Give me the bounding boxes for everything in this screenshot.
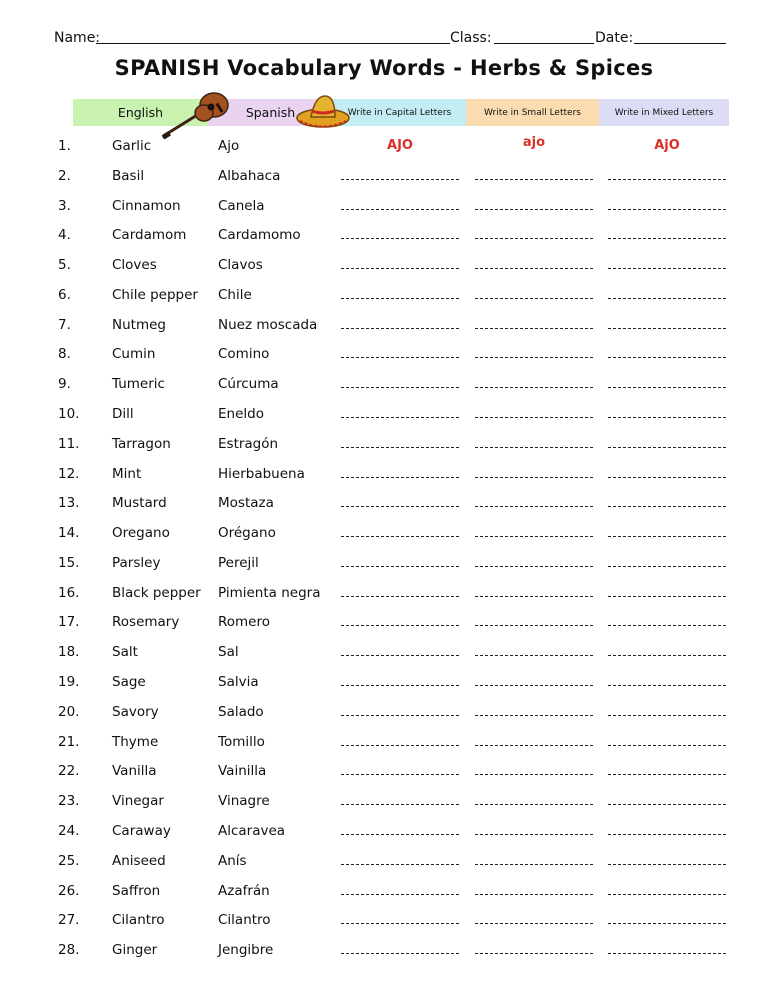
worksheet-title: SPANISH Vocabulary Words - Herbs & Spices xyxy=(114,56,654,80)
date-label: Date: xyxy=(595,30,634,46)
spanish-word: Cúrcuma xyxy=(218,376,279,393)
capital-answer-line[interactable] xyxy=(341,238,459,239)
spanish-word: Cardamomo xyxy=(218,227,301,244)
mixed-answer-line[interactable] xyxy=(608,923,726,924)
row-number: 7. xyxy=(58,316,71,333)
english-word: Oregano xyxy=(112,525,170,542)
mixed-answer-line[interactable] xyxy=(608,357,726,358)
spanish-word: Albahaca xyxy=(218,167,281,184)
vocab-row xyxy=(0,701,768,723)
small-answer-line[interactable] xyxy=(475,268,593,269)
row-number: 6. xyxy=(58,286,71,303)
spanish-word: Clavos xyxy=(218,257,263,274)
vocab-row xyxy=(0,343,768,365)
spanish-word: Ajo xyxy=(218,138,240,154)
small-answer-line[interactable] xyxy=(475,566,593,567)
capital-answer-line[interactable] xyxy=(341,179,459,180)
english-word: Vanilla xyxy=(112,763,157,780)
small-answer-line[interactable] xyxy=(475,506,593,507)
vocab-row xyxy=(0,314,768,336)
capital-answer-line[interactable] xyxy=(341,715,459,716)
vocab-row xyxy=(0,582,768,604)
english-word: Rosemary xyxy=(112,614,180,631)
vocab-row xyxy=(0,373,768,395)
small-answer-line[interactable] xyxy=(475,804,593,805)
capital-answer-line[interactable] xyxy=(341,566,459,567)
name-label: Name: xyxy=(54,30,101,46)
row-number: 13. xyxy=(58,495,80,512)
spanish-word: Anís xyxy=(218,852,247,869)
vocab-row xyxy=(0,880,768,902)
english-word: Cilantro xyxy=(112,912,165,929)
row-number: 11. xyxy=(58,435,80,452)
column-header-spanish: Spanish xyxy=(208,99,333,126)
english-word: Mint xyxy=(112,465,142,482)
spanish-word: Nuez moscada xyxy=(218,316,318,333)
small-answer-line[interactable] xyxy=(475,596,593,597)
capital-answer-line[interactable] xyxy=(341,447,459,448)
english-word: Vinegar xyxy=(112,793,164,810)
small-answer-line[interactable] xyxy=(475,774,593,775)
spanish-word: Canela xyxy=(218,197,265,214)
capital-answer-line[interactable] xyxy=(341,804,459,805)
spanish-word: Pimienta negra xyxy=(218,584,321,601)
row-number: 20. xyxy=(58,703,80,720)
row-number: 3. xyxy=(58,197,71,214)
vocab-row xyxy=(0,254,768,276)
vocab-row xyxy=(0,641,768,663)
mixed-answer-line[interactable] xyxy=(608,268,726,269)
row-number: 16. xyxy=(58,584,80,601)
row-number: 18. xyxy=(58,644,80,661)
capital-answer-line[interactable] xyxy=(341,685,459,686)
small-answer-line[interactable] xyxy=(475,447,593,448)
small-answer-line[interactable] xyxy=(475,715,593,716)
small-answer-line[interactable] xyxy=(475,179,593,180)
mixed-answer-line[interactable] xyxy=(608,477,726,478)
vocab-row xyxy=(0,195,768,217)
english-word: Basil xyxy=(112,167,145,184)
example-capital: AJO xyxy=(387,138,413,153)
spanish-word: Chile xyxy=(218,286,252,303)
english-word: Sage xyxy=(112,674,146,691)
vocab-row xyxy=(0,284,768,306)
small-answer-line[interactable] xyxy=(475,298,593,299)
capital-answer-line[interactable] xyxy=(341,774,459,775)
vocab-row xyxy=(0,403,768,425)
small-answer-line[interactable] xyxy=(475,745,593,746)
row-number: 4. xyxy=(58,227,71,244)
small-answer-line[interactable] xyxy=(475,417,593,418)
mixed-answer-line[interactable] xyxy=(608,715,726,716)
spanish-word: Jengibre xyxy=(218,942,274,959)
row-number: 5. xyxy=(58,257,71,274)
small-answer-line[interactable] xyxy=(475,387,593,388)
vocab-row xyxy=(0,671,768,693)
spanish-word: Comino xyxy=(218,346,270,363)
row-number: 24. xyxy=(58,822,80,839)
mixed-answer-line[interactable] xyxy=(608,506,726,507)
small-answer-line[interactable] xyxy=(475,357,593,358)
capital-answer-line[interactable] xyxy=(341,923,459,924)
row-number: 22. xyxy=(58,763,80,780)
spanish-word: Vainilla xyxy=(218,763,267,780)
small-answer-line[interactable] xyxy=(475,238,593,239)
example-small: ajo xyxy=(522,135,546,150)
capital-answer-line[interactable] xyxy=(341,953,459,954)
mixed-answer-line[interactable] xyxy=(608,894,726,895)
small-answer-line[interactable] xyxy=(475,625,593,626)
row-number: 28. xyxy=(58,942,80,959)
english-word: Ginger xyxy=(112,942,158,959)
spanish-word: Azafrán xyxy=(218,882,270,899)
row-number: 2. xyxy=(58,167,71,184)
mixed-answer-line[interactable] xyxy=(608,685,726,686)
english-word: Thyme xyxy=(112,733,159,750)
capital-answer-line[interactable] xyxy=(341,625,459,626)
row-number: 23. xyxy=(58,793,80,810)
small-answer-line[interactable] xyxy=(475,655,593,656)
row-number: 19. xyxy=(58,674,80,691)
spanish-word: Orégano xyxy=(218,525,276,542)
capital-answer-line[interactable] xyxy=(341,357,459,358)
row-number: 1. xyxy=(58,138,71,154)
spanish-word: Estragón xyxy=(218,435,279,452)
english-word: Mustard xyxy=(112,495,167,512)
small-answer-line[interactable] xyxy=(475,864,593,865)
row-number: 21. xyxy=(58,733,80,750)
mixed-answer-line[interactable] xyxy=(608,596,726,597)
spanish-word: Cilantro xyxy=(218,912,271,929)
row-number: 14. xyxy=(58,525,80,542)
spanish-word: Tomillo xyxy=(218,733,265,750)
date-field[interactable] xyxy=(634,43,726,44)
small-answer-line[interactable] xyxy=(475,834,593,835)
mixed-answer-line[interactable] xyxy=(608,417,726,418)
mixed-answer-line[interactable] xyxy=(608,864,726,865)
english-word: Dill xyxy=(112,406,134,423)
vocab-row xyxy=(0,433,768,455)
small-answer-line[interactable] xyxy=(475,209,593,210)
english-word: Saffron xyxy=(112,882,161,899)
capital-answer-line[interactable] xyxy=(341,745,459,746)
row-number: 17. xyxy=(58,614,80,631)
spanish-word: Salado xyxy=(218,703,264,720)
english-word: Tarragon xyxy=(112,435,171,452)
mixed-answer-line[interactable] xyxy=(608,238,726,239)
capital-answer-line[interactable] xyxy=(341,328,459,329)
mixed-answer-line[interactable] xyxy=(608,804,726,805)
mixed-answer-line[interactable] xyxy=(608,328,726,329)
example-mixed: AjO xyxy=(654,138,680,153)
vocab-row xyxy=(0,731,768,753)
capital-answer-line[interactable] xyxy=(341,894,459,895)
english-word: Caraway xyxy=(112,822,171,839)
capital-answer-line[interactable] xyxy=(341,417,459,418)
english-word: Cinnamon xyxy=(112,197,181,214)
small-answer-line[interactable] xyxy=(475,923,593,924)
vocab-row xyxy=(0,224,768,246)
capital-answer-line[interactable] xyxy=(341,655,459,656)
guitar-icon xyxy=(162,89,232,139)
column-header-capital: Write in Capital Letters xyxy=(333,99,466,126)
english-word: Cumin xyxy=(112,346,156,363)
small-answer-line[interactable] xyxy=(475,953,593,954)
small-answer-line[interactable] xyxy=(475,685,593,686)
row-number: 9. xyxy=(58,376,71,393)
vocab-row xyxy=(0,939,768,961)
english-word: Tumeric xyxy=(112,376,165,393)
english-word: Parsley xyxy=(112,554,161,571)
english-word: Garlic xyxy=(112,138,152,154)
spanish-word: Eneldo xyxy=(218,406,264,423)
vocab-row xyxy=(0,820,768,842)
vocab-row xyxy=(0,463,768,485)
capital-answer-line[interactable] xyxy=(341,596,459,597)
vocab-row xyxy=(0,850,768,872)
spanish-word: Hierbabuena xyxy=(218,465,305,482)
capital-answer-line[interactable] xyxy=(341,506,459,507)
row-number: 15. xyxy=(58,554,80,571)
capital-answer-line[interactable] xyxy=(341,834,459,835)
class-field[interactable] xyxy=(494,43,594,44)
spanish-word: Salvia xyxy=(218,674,259,691)
mixed-answer-line[interactable] xyxy=(608,209,726,210)
capital-answer-line[interactable] xyxy=(341,209,459,210)
mixed-answer-line[interactable] xyxy=(608,625,726,626)
small-answer-line[interactable] xyxy=(475,894,593,895)
vocab-row xyxy=(0,522,768,544)
name-field[interactable] xyxy=(96,43,450,44)
row-number: 25. xyxy=(58,852,80,869)
english-word: Chile pepper xyxy=(112,286,198,303)
vocab-row xyxy=(0,135,768,157)
english-word: Cardamom xyxy=(112,227,187,244)
row-number: 26. xyxy=(58,882,80,899)
mixed-answer-line[interactable] xyxy=(608,447,726,448)
spanish-word: Mostaza xyxy=(218,495,274,512)
capital-answer-line[interactable] xyxy=(341,536,459,537)
small-answer-line[interactable] xyxy=(475,328,593,329)
mixed-answer-line[interactable] xyxy=(608,536,726,537)
vocab-row xyxy=(0,909,768,931)
column-header-small: Write in Small Letters xyxy=(466,99,599,126)
mixed-answer-line[interactable] xyxy=(608,774,726,775)
mixed-answer-line[interactable] xyxy=(608,298,726,299)
mixed-answer-line[interactable] xyxy=(608,179,726,180)
mixed-answer-line[interactable] xyxy=(608,655,726,656)
small-answer-line[interactable] xyxy=(475,536,593,537)
row-number: 12. xyxy=(58,465,80,482)
vocab-row xyxy=(0,760,768,782)
mixed-answer-line[interactable] xyxy=(608,834,726,835)
mixed-answer-line[interactable] xyxy=(608,566,726,567)
capital-answer-line[interactable] xyxy=(341,268,459,269)
english-word: Black pepper xyxy=(112,584,201,601)
row-number: 10. xyxy=(58,406,80,423)
class-label: Class: xyxy=(450,30,492,46)
small-answer-line[interactable] xyxy=(475,477,593,478)
row-number: 27. xyxy=(58,912,80,929)
english-word: Savory xyxy=(112,703,159,720)
mixed-answer-line[interactable] xyxy=(608,745,726,746)
capital-answer-line[interactable] xyxy=(341,864,459,865)
english-word: Nutmeg xyxy=(112,316,166,333)
spanish-word: Sal xyxy=(218,644,239,661)
spanish-word: Alcaravea xyxy=(218,822,286,839)
english-word: Cloves xyxy=(112,257,157,274)
english-word: Salt xyxy=(112,644,138,661)
vocab-row xyxy=(0,790,768,812)
capital-answer-line[interactable] xyxy=(341,298,459,299)
capital-answer-line[interactable] xyxy=(341,387,459,388)
spanish-word: Vinagre xyxy=(218,793,270,810)
column-header-mixed: Write in Mixed Letters xyxy=(599,99,729,126)
vocab-row xyxy=(0,552,768,574)
student-info-line xyxy=(54,30,726,50)
capital-answer-line[interactable] xyxy=(341,477,459,478)
vocab-row xyxy=(0,165,768,187)
row-number: 8. xyxy=(58,346,71,363)
english-word: Aniseed xyxy=(112,852,166,869)
vocab-row xyxy=(0,611,768,633)
spanish-word: Romero xyxy=(218,614,271,631)
sombrero-icon xyxy=(295,90,351,130)
mixed-answer-line[interactable] xyxy=(608,387,726,388)
spanish-word: Perejil xyxy=(218,554,259,571)
mixed-answer-line[interactable] xyxy=(608,953,726,954)
vocab-row xyxy=(0,492,768,514)
column-header-english: English xyxy=(73,99,208,126)
